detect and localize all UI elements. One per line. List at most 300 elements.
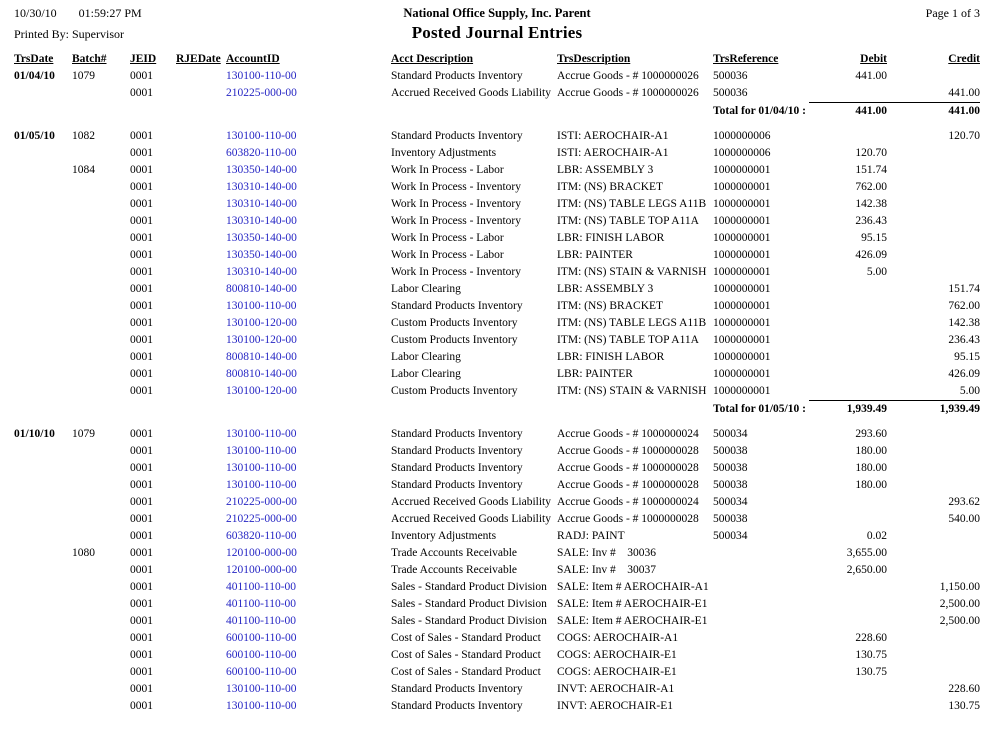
cell-jeid: 0001: [130, 283, 153, 295]
cell-trsdate: [14, 698, 72, 715]
cell-debit: 180.00: [855, 462, 887, 474]
cell-acct_desc: Work In Process - Inventory: [391, 181, 522, 193]
cell-trs_ref: 500038: [713, 479, 748, 491]
cell-trs_ref: [713, 545, 809, 562]
cell-debit: 762.00: [855, 181, 887, 193]
cell-batch: [72, 647, 130, 664]
cell-batch: 1079: [72, 428, 95, 440]
cell-account: [226, 562, 391, 579]
cell-account: [226, 315, 391, 332]
cell-trsdate: [14, 511, 72, 528]
cell-jeid: 0001: [130, 215, 153, 227]
cell-trsdate: [14, 562, 72, 579]
cell-debit: 151.74: [855, 164, 887, 176]
journal-row: [14, 264, 980, 281]
cell-trs_desc: LBR: ASSEMBLY 3: [557, 164, 654, 176]
cell-trs_desc: Accrue Goods - # 1000000026: [557, 87, 699, 99]
report-header-row2: [14, 23, 980, 43]
account-id-link[interactable]: 401100-110-00: [226, 598, 297, 610]
cell-rjedate: [176, 698, 226, 715]
cell-trs_desc: ITM: (NS) TABLE TOP A11A: [557, 334, 699, 346]
cell-debit: 180.00: [855, 479, 887, 491]
cell-trsdate: [14, 647, 72, 664]
cell-jeid: 0001: [130, 547, 153, 559]
cell-batch: [72, 332, 130, 349]
account-id-link[interactable]: 120100-000-00: [226, 564, 297, 576]
cell-batch: [72, 443, 130, 460]
account-id-link[interactable]: 130100-110-00: [226, 300, 297, 312]
cell-credit: 142.38: [948, 317, 980, 329]
cell-jeid: 0001: [130, 385, 153, 397]
cell-trs_desc: SALE: Item # AEROCHAIR-E1: [557, 615, 708, 627]
cell-trsdate: [14, 85, 72, 103]
cell-debit: 3,655.00: [846, 547, 887, 559]
cell-batch: [72, 579, 130, 596]
cell-credit: 762.00: [948, 300, 980, 312]
cell-trs_desc: ISTI: AEROCHAIR-A1: [557, 147, 669, 159]
cell-jeid: 0001: [130, 598, 153, 610]
cell-debit: 180.00: [855, 445, 887, 457]
account-id-link[interactable]: 600100-110-00: [226, 632, 297, 644]
cell-jeid: 0001: [130, 462, 153, 474]
cell-jeid: 0001: [130, 700, 153, 712]
journal-row: [14, 545, 980, 562]
cell-trsdate: [14, 630, 72, 647]
account-id-link[interactable]: 600100-110-00: [226, 649, 297, 661]
cell-trs_desc: INVT: AEROCHAIR-A1: [557, 683, 675, 695]
cell-batch: [72, 383, 130, 401]
col-header-account: AccountID: [226, 53, 280, 65]
cell-rjedate: [176, 196, 226, 213]
account-id-link[interactable]: 130310-140-00: [226, 198, 297, 210]
total-label: Total for 01/04/10 :: [713, 104, 806, 117]
cell-trs_desc: SALE: Inv # 30036: [557, 547, 657, 559]
account-id-link[interactable]: 210225-000-00: [226, 496, 297, 508]
col-header-batch: Batch#: [72, 53, 107, 65]
cell-rjedate: [176, 383, 226, 401]
cell-acct_desc: Standard Products Inventory: [391, 300, 523, 312]
journal-row: [14, 596, 980, 613]
cell-trs_ref: [713, 681, 809, 698]
account-id-link[interactable]: 130100-110-00: [226, 130, 297, 142]
cell-trs_ref: 1000000001: [713, 266, 771, 278]
account-id-link[interactable]: 130350-140-00: [226, 249, 297, 261]
cell-debit: [809, 383, 887, 401]
cell-trsdate: [14, 230, 72, 247]
cell-acct_desc: Inventory Adjustments: [391, 530, 497, 542]
cell-credit: [887, 213, 980, 230]
journal-row: [14, 426, 980, 443]
journal-row: [14, 128, 980, 145]
cell-debit: 2,650.00: [846, 564, 887, 576]
cell-credit: 120.70: [948, 130, 980, 142]
cell-trs_ref: 1000000001: [713, 198, 771, 210]
cell-trs_ref: 500036: [713, 70, 748, 82]
account-id-link[interactable]: 130310-140-00: [226, 266, 297, 278]
cell-rjedate: [176, 460, 226, 477]
cell-batch: [72, 179, 130, 196]
cell-account: [226, 681, 391, 698]
cell-credit: 540.00: [948, 513, 980, 525]
cell-batch: [72, 613, 130, 630]
cell-rjedate: [176, 128, 226, 145]
journal-row: [14, 196, 980, 213]
total-pad-cell: [14, 401, 713, 419]
cell-credit: [887, 460, 980, 477]
account-id-link[interactable]: 401100-110-00: [226, 581, 297, 593]
cell-jeid: 0001: [130, 317, 153, 329]
cell-acct_desc: Work In Process - Inventory: [391, 266, 522, 278]
cell-account: [226, 298, 391, 315]
cell-account: [226, 128, 391, 145]
cell-trsdate: [14, 366, 72, 383]
col-header-acct-desc: Acct Description: [391, 53, 474, 65]
account-id-link[interactable]: 800810-140-00: [226, 283, 297, 295]
account-id-link[interactable]: 130100-110-00: [226, 462, 297, 474]
cell-batch: [72, 85, 130, 103]
cell-trs_ref: 500036: [713, 87, 748, 99]
cell-jeid: 0001: [130, 300, 153, 312]
cell-jeid: 0001: [130, 164, 153, 176]
header-row: [14, 51, 980, 68]
cell-trs_desc: Accrue Goods - # 1000000028: [557, 513, 699, 525]
cell-trsdate: 01/05/10: [14, 130, 55, 142]
cell-trs_desc: Accrue Goods - # 1000000028: [557, 445, 699, 457]
account-id-link[interactable]: 603820-110-00: [226, 530, 297, 542]
journal-row: [14, 579, 980, 596]
cell-credit: [887, 545, 980, 562]
cell-credit: 2,500.00: [939, 615, 980, 627]
cell-jeid: 0001: [130, 130, 153, 142]
col-header-debit: Debit: [860, 53, 887, 65]
cell-trsdate: [14, 332, 72, 349]
cell-rjedate: [176, 179, 226, 196]
cell-debit: [809, 349, 887, 366]
cell-debit: [809, 315, 887, 332]
cell-trs_desc: ITM: (NS) BRACKET: [557, 300, 664, 312]
account-id-link[interactable]: 600100-110-00: [226, 666, 297, 678]
cell-batch: [72, 664, 130, 681]
cell-jeid: 0001: [130, 368, 153, 380]
cell-credit: [887, 647, 980, 664]
report-title: Posted Journal Entries: [411, 23, 583, 42]
cell-trs_ref: 1000000001: [713, 368, 771, 380]
cell-rjedate: [176, 596, 226, 613]
cell-acct_desc: Cost of Sales - Standard Product: [391, 632, 541, 644]
cell-account: [226, 145, 391, 162]
journal-row: [14, 698, 980, 715]
cell-rjedate: [176, 511, 226, 528]
account-id-link[interactable]: 130100-110-00: [226, 428, 297, 440]
cell-acct_desc: Custom Products Inventory: [391, 334, 518, 346]
cell-account: [226, 596, 391, 613]
cell-batch: [72, 528, 130, 545]
cell-batch: [72, 596, 130, 613]
cell-acct_desc: Trade Accounts Receivable: [391, 564, 518, 576]
cell-account: [226, 698, 391, 715]
cell-batch: [72, 460, 130, 477]
cell-debit: [809, 596, 887, 613]
cell-debit: 236.43: [855, 215, 887, 227]
company-name: National Office Supply, Inc. Parent: [403, 6, 591, 20]
cell-debit: [809, 494, 887, 511]
journal-row: [14, 68, 980, 85]
cell-account: [226, 477, 391, 494]
account-id-link[interactable]: 130100-110-00: [226, 683, 297, 695]
cell-acct_desc: Standard Products Inventory: [391, 428, 523, 440]
cell-account: [226, 630, 391, 647]
account-id-link[interactable]: 130100-120-00: [226, 317, 297, 329]
cell-trsdate: [14, 179, 72, 196]
cell-trsdate: [14, 528, 72, 545]
cell-trs_desc: LBR: PAINTER: [557, 368, 633, 380]
cell-trsdate: [14, 264, 72, 281]
cell-batch: [72, 477, 130, 494]
col-header-trs-desc: TrsDescription: [557, 53, 631, 65]
cell-account: [226, 85, 391, 103]
cell-trsdate: [14, 196, 72, 213]
cell-trs_ref: 1000000001: [713, 283, 771, 295]
cell-trsdate: [14, 596, 72, 613]
cell-credit: 293.62: [948, 496, 980, 508]
account-id-link[interactable]: 130100-110-00: [226, 479, 297, 491]
journal-row: [14, 366, 980, 383]
cell-acct_desc: Work In Process - Inventory: [391, 215, 522, 227]
cell-trs_ref: [713, 579, 809, 596]
cell-rjedate: [176, 647, 226, 664]
cell-credit: [887, 264, 980, 281]
journal-row: [14, 349, 980, 366]
cell-trs_desc: Accrue Goods - # 1000000024: [557, 428, 699, 440]
cell-debit: 426.09: [855, 249, 887, 261]
cell-trsdate: [14, 145, 72, 162]
cell-acct_desc: Work In Process - Labor: [391, 232, 504, 244]
cell-account: [226, 613, 391, 630]
account-id-link[interactable]: 130100-120-00: [226, 385, 297, 397]
cell-trs_ref: 500034: [713, 428, 748, 440]
cell-rjedate: [176, 162, 226, 179]
cell-trsdate: [14, 460, 72, 477]
cell-account: [226, 545, 391, 562]
journal-row: [14, 562, 980, 579]
cell-account: [226, 366, 391, 383]
cell-acct_desc: Accrued Received Goods Liability: [391, 513, 551, 525]
cell-trsdate: [14, 477, 72, 494]
cell-trsdate: [14, 383, 72, 401]
cell-trs_desc: ITM: (NS) TABLE LEGS A11B: [557, 317, 707, 329]
cell-trs_desc: Accrue Goods - # 1000000026: [557, 70, 699, 82]
cell-rjedate: [176, 349, 226, 366]
journal-rows: [14, 68, 980, 715]
cell-trs_desc: SALE: Item # AEROCHAIR-E1: [557, 598, 708, 610]
total-row: [14, 103, 980, 121]
cell-credit: [887, 145, 980, 162]
total-credit: 441.00: [887, 103, 980, 121]
cell-jeid: 0001: [130, 649, 153, 661]
cell-acct_desc: Inventory Adjustments: [391, 147, 497, 159]
cell-trs_desc: ISTI: AEROCHAIR-A1: [557, 130, 669, 142]
cell-trsdate: [14, 162, 72, 179]
cell-credit: 236.43: [948, 334, 980, 346]
cell-rjedate: [176, 366, 226, 383]
journal-row: [14, 162, 980, 179]
cell-rjedate: [176, 562, 226, 579]
cell-jeid: 0001: [130, 428, 153, 440]
journal-row: [14, 664, 980, 681]
cell-rjedate: [176, 281, 226, 298]
cell-acct_desc: Standard Products Inventory: [391, 130, 523, 142]
cell-rjedate: [176, 298, 226, 315]
cell-trs_ref: 1000000001: [713, 164, 771, 176]
cell-account: [226, 494, 391, 511]
cell-jeid: 0001: [130, 181, 153, 193]
journal-row: [14, 281, 980, 298]
cell-jeid: 0001: [130, 666, 153, 678]
cell-acct_desc: Standard Products Inventory: [391, 479, 523, 491]
cell-rjedate: [176, 681, 226, 698]
cell-debit: [809, 332, 887, 349]
cell-credit: [887, 562, 980, 579]
cell-trs_desc: LBR: ASSEMBLY 3: [557, 283, 654, 295]
cell-trs_desc: LBR: FINISH LABOR: [557, 351, 665, 363]
cell-account: [226, 426, 391, 443]
cell-debit: [809, 298, 887, 315]
journal-row: [14, 613, 980, 630]
total-label: Total for 01/05/10 :: [713, 402, 806, 415]
account-id-link[interactable]: 130350-140-00: [226, 232, 297, 244]
cell-trsdate: 01/10/10: [14, 428, 55, 440]
account-id-link[interactable]: 130310-140-00: [226, 215, 297, 227]
cell-trs_desc: COGS: AEROCHAIR-E1: [557, 649, 677, 661]
journal-row: [14, 511, 980, 528]
cell-jeid: 0001: [130, 632, 153, 644]
cell-trs_desc: ITM: (NS) TABLE LEGS A11B: [557, 198, 707, 210]
journal-row: [14, 383, 980, 401]
cell-debit: [809, 681, 887, 698]
cell-trs_ref: 500034: [713, 496, 748, 508]
col-header-rjedate: RJEDate: [176, 53, 221, 65]
account-id-link[interactable]: 130350-140-00: [226, 164, 297, 176]
cell-rjedate: [176, 315, 226, 332]
cell-trs_desc: COGS: AEROCHAIR-E1: [557, 666, 677, 678]
cell-batch: 1084: [72, 164, 95, 176]
cell-account: [226, 332, 391, 349]
cell-rjedate: [176, 247, 226, 264]
journal-row: [14, 298, 980, 315]
cell-credit: 95.15: [954, 351, 980, 363]
cell-trs_ref: [713, 630, 809, 647]
cell-trsdate: [14, 664, 72, 681]
cell-rjedate: [176, 85, 226, 103]
cell-trsdate: [14, 494, 72, 511]
cell-trs_ref: 1000000001: [713, 334, 771, 346]
cell-rjedate: [176, 528, 226, 545]
cell-trsdate: [14, 213, 72, 230]
cell-trs_ref: [713, 562, 809, 579]
total-debit: 441.00: [809, 103, 887, 121]
cell-jeid: 0001: [130, 683, 153, 695]
cell-account: [226, 247, 391, 264]
cell-jeid: 0001: [130, 351, 153, 363]
cell-credit: [887, 426, 980, 443]
cell-rjedate: [176, 664, 226, 681]
cell-acct_desc: Work In Process - Labor: [391, 249, 504, 261]
account-id-link[interactable]: 130100-110-00: [226, 445, 297, 457]
cell-trsdate: [14, 349, 72, 366]
cell-credit: 426.09: [948, 368, 980, 380]
account-id-link[interactable]: 210225-000-00: [226, 513, 297, 525]
cell-jeid: 0001: [130, 445, 153, 457]
cell-trs_ref: 1000000001: [713, 249, 771, 261]
cell-credit: [887, 230, 980, 247]
journal-row: [14, 85, 980, 103]
cell-debit: 142.38: [855, 198, 887, 210]
cell-acct_desc: Cost of Sales - Standard Product: [391, 666, 541, 678]
cell-debit: 228.60: [855, 632, 887, 644]
print-time: 01:59:27 PM: [78, 6, 142, 20]
total-pad-cell: [14, 103, 713, 121]
account-id-link[interactable]: 130100-110-00: [226, 70, 297, 82]
account-id-link[interactable]: 130100-120-00: [226, 334, 297, 346]
cell-jeid: 0001: [130, 70, 153, 82]
cell-trsdate: [14, 545, 72, 562]
col-header-trsdate: TrsDate: [14, 53, 54, 65]
cell-debit: 293.60: [855, 428, 887, 440]
cell-rjedate: [176, 630, 226, 647]
cell-credit: [887, 247, 980, 264]
cell-acct_desc: Accrued Received Goods Liability: [391, 496, 551, 508]
journal-row: [14, 247, 980, 264]
cell-trs_desc: Accrue Goods - # 1000000028: [557, 462, 699, 474]
journal-row: [14, 213, 980, 230]
account-id-link[interactable]: 800810-140-00: [226, 351, 297, 363]
cell-debit: 120.70: [855, 147, 887, 159]
cell-trsdate: [14, 579, 72, 596]
cell-acct_desc: Cost of Sales - Standard Product: [391, 649, 541, 661]
account-id-link[interactable]: 210225-000-00: [226, 87, 297, 99]
cell-batch: [72, 196, 130, 213]
cell-rjedate: [176, 264, 226, 281]
cell-credit: [887, 162, 980, 179]
account-id-link[interactable]: 130310-140-00: [226, 181, 297, 193]
journal-row: [14, 477, 980, 494]
print-date: 10/30/10: [14, 6, 57, 20]
cell-batch: [72, 562, 130, 579]
account-id-link[interactable]: 401100-110-00: [226, 615, 297, 627]
account-id-link[interactable]: 603820-110-00: [226, 147, 297, 159]
cell-rjedate: [176, 68, 226, 85]
cell-trsdate: [14, 443, 72, 460]
cell-trs_ref: 1000000001: [713, 181, 771, 193]
cell-batch: [72, 145, 130, 162]
cell-jeid: 0001: [130, 198, 153, 210]
cell-credit: 5.00: [959, 385, 980, 397]
cell-credit: 2,500.00: [939, 598, 980, 610]
cell-acct_desc: Standard Products Inventory: [391, 700, 523, 712]
cell-batch: [72, 213, 130, 230]
cell-batch: [72, 366, 130, 383]
account-id-link[interactable]: 800810-140-00: [226, 368, 297, 380]
cell-rjedate: [176, 426, 226, 443]
cell-batch: [72, 698, 130, 715]
col-header-credit: Credit: [948, 53, 980, 65]
account-id-link[interactable]: 130100-110-00: [226, 700, 297, 712]
cell-account: [226, 511, 391, 528]
account-id-link[interactable]: 120100-000-00: [226, 547, 297, 559]
cell-credit: 130.75: [948, 700, 980, 712]
cell-credit: [887, 630, 980, 647]
cell-trs_desc: Accrue Goods - # 1000000024: [557, 496, 699, 508]
